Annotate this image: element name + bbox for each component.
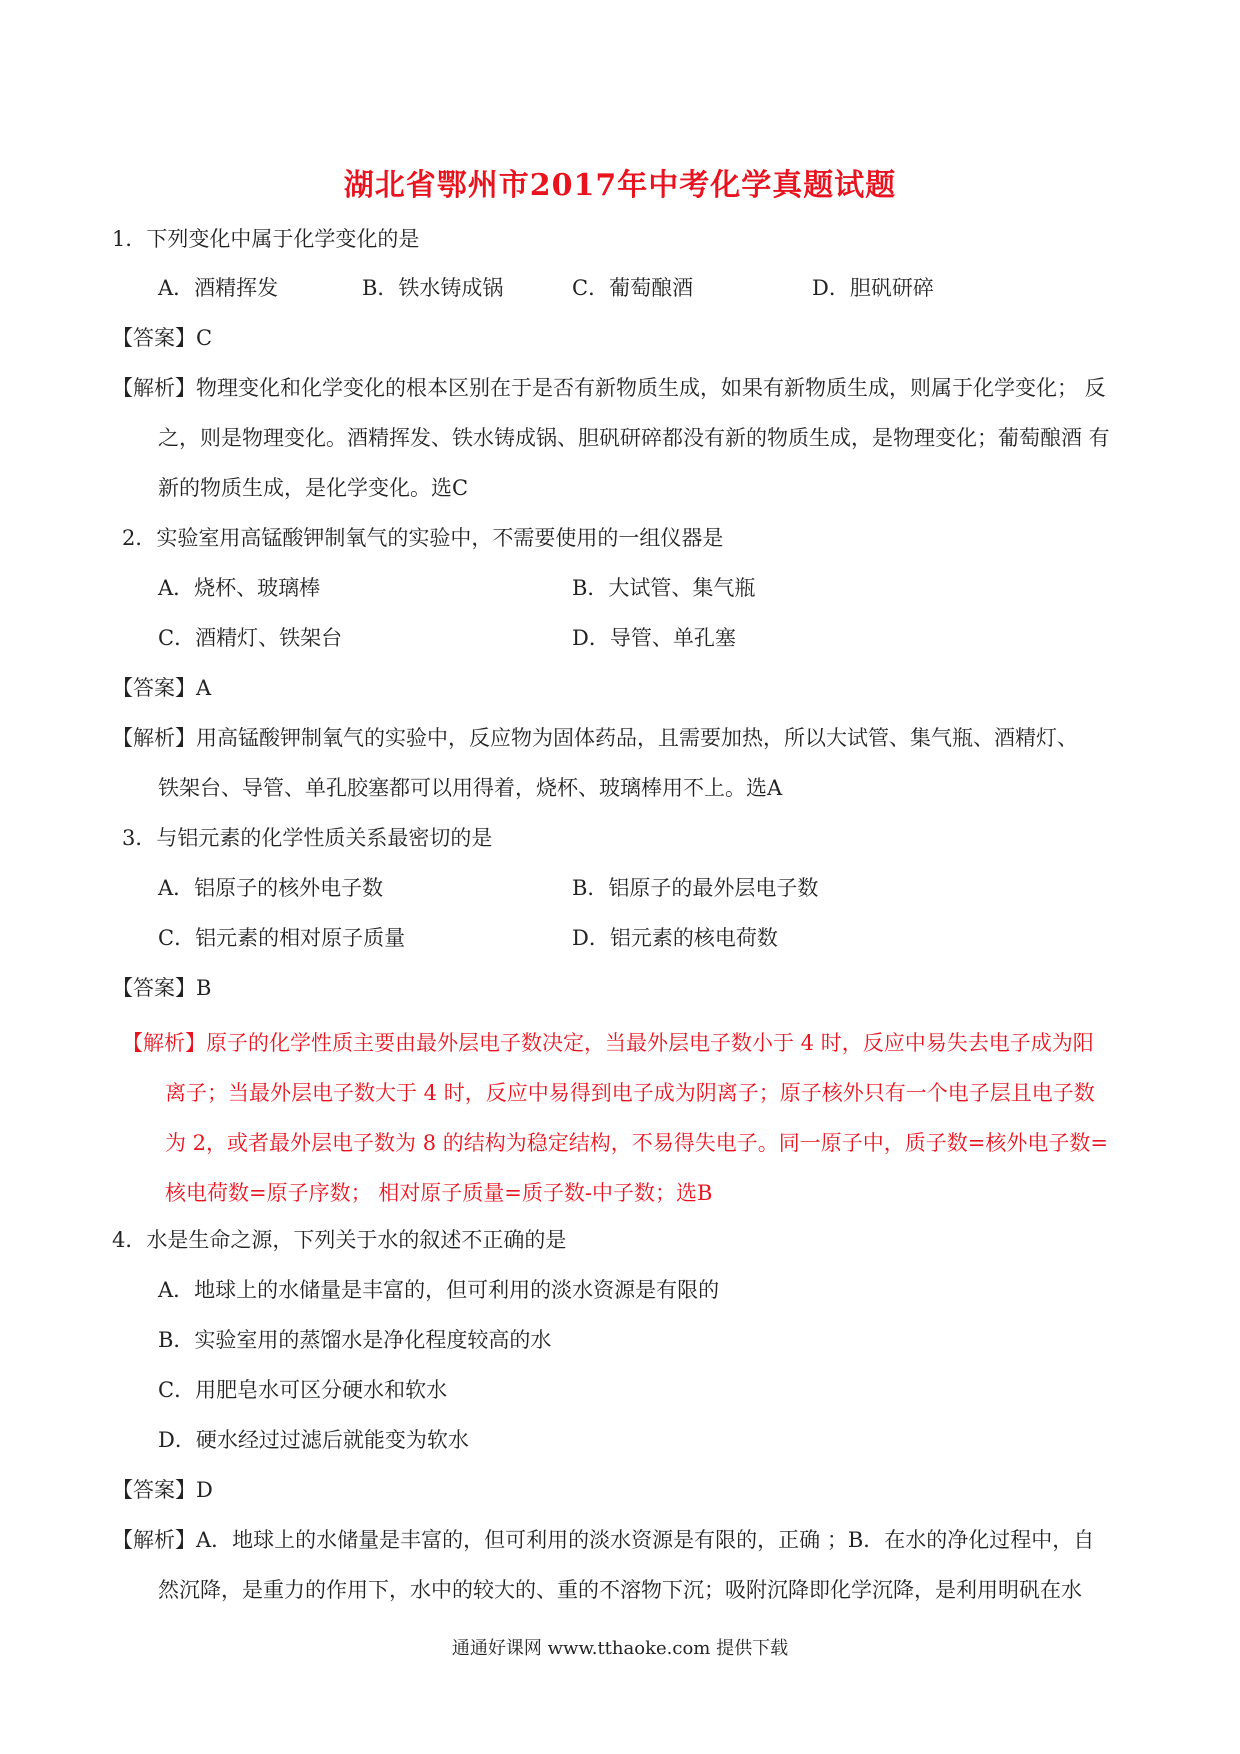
q2-analysis-line-1: 【解析】用高锰酸钾制氧气的实验中，反应物为固体药品，且需要加热，所以大试管、集气瓶、酒精灯、 bbox=[112, 726, 1078, 750]
q4-answer: 【答案】D bbox=[112, 1478, 213, 1502]
q3-analysis-line-1: 【解析】原子的化学性质主要由最外层电子数决定，当最外层电子数小于 4 时，反应中易失去电子成为阳 bbox=[122, 1031, 1094, 1055]
question-3-stem: 3．与铝元素的化学性质关系最密切的是 bbox=[122, 826, 493, 850]
q1-answer: 【答案】C bbox=[112, 326, 213, 350]
q4-analysis-line-2: 然沉降，是重力的作用下，水中的较大的、重的不溶物下沉；吸附沉降即化学沉降，是利用明矾在水 bbox=[158, 1578, 1082, 1602]
q4-option-d: D．硬水经过过滤后就能变为软水 bbox=[158, 1428, 469, 1452]
q3-analysis-line-3: 为 2，或者最外层电子数为 8 的结构为稳定结构，不易得失电子。同一原子中，质子数=核外电子数= bbox=[165, 1131, 1108, 1155]
q1-option-b: B．铁水铸成锅 bbox=[362, 276, 504, 300]
q3-option-b: B．铝原子的最外层电子数 bbox=[572, 876, 819, 900]
q1-option-d: D．胆矾研碎 bbox=[812, 276, 934, 300]
question-1-stem: 1．下列变化中属于化学变化的是 bbox=[112, 227, 420, 251]
q2-option-b: B．大试管、集气瓶 bbox=[572, 576, 756, 600]
q3-answer: 【答案】B bbox=[112, 976, 212, 1000]
q3-option-d: D．铝元素的核电荷数 bbox=[572, 926, 778, 950]
q1-option-a: A．酒精挥发 bbox=[158, 276, 279, 300]
q4-analysis-line-1: 【解析】A．地球上的水储量是丰富的，但可利用的淡水资源是有限的，正确 ；B．在水的净化过程中，自 bbox=[112, 1528, 1095, 1552]
page-title: 湖北省鄂州市2017年中考化学真题试题 bbox=[343, 168, 897, 203]
q4-option-b: B．实验室用的蒸馏水是净化程度较高的水 bbox=[158, 1328, 552, 1352]
q2-analysis-line-2: 铁架台、导管、单孔胶塞都可以用得着，烧杯、玻璃棒用不上。选A bbox=[158, 776, 783, 800]
question-4-stem: 4．水是生命之源，下列关于水的叙述不正确的是 bbox=[112, 1228, 567, 1252]
q3-option-c: C．铝元素的相对原子质量 bbox=[158, 926, 406, 950]
q1-option-c: C．葡萄酿酒 bbox=[572, 276, 694, 300]
q1-analysis-line-3: 新的物质生成，是化学变化。选C bbox=[158, 476, 469, 500]
q4-option-c: C．用肥皂水可区分硬水和软水 bbox=[158, 1378, 448, 1402]
q1-analysis-line-2: 之，则是物理变化。酒精挥发、铁水铸成锅、胆矾研碎都没有新的物质生成，是物理变化；葡萄酿酒 有 bbox=[158, 426, 1110, 450]
q3-analysis-line-4: 核电荷数=原子序数； 相对原子质量=质子数-中子数；选B bbox=[165, 1181, 713, 1205]
q3-analysis-line-2: 离子；当最外层电子数大于 4 时，反应中易得到电子成为阴离子；原子核外只有一个电子层且电子数 bbox=[165, 1081, 1095, 1105]
q4-option-a: A．地球上的水储量是丰富的，但可利用的淡水资源是有限的 bbox=[158, 1278, 720, 1302]
q2-option-d: D．导管、单孔塞 bbox=[572, 626, 736, 650]
q3-option-a: A．铝原子的核外电子数 bbox=[158, 876, 384, 900]
question-2-stem: 2．实验室用高锰酸钾制氧气的实验中，不需要使用的一组仪器是 bbox=[122, 526, 724, 550]
q2-answer: 【答案】A bbox=[112, 676, 212, 700]
q1-analysis-line-1: 【解析】物理变化和化学变化的根本区别在于是否有新物质生成，如果有新物质生成，则属于化学变化； 反 bbox=[112, 376, 1106, 400]
q2-option-c: C．酒精灯、铁架台 bbox=[158, 626, 343, 650]
q2-option-a: A．烧杯、玻璃棒 bbox=[158, 576, 321, 600]
page-footer: 通通好课网 www.tthaoke.com 提供下载 bbox=[451, 1638, 789, 1659]
